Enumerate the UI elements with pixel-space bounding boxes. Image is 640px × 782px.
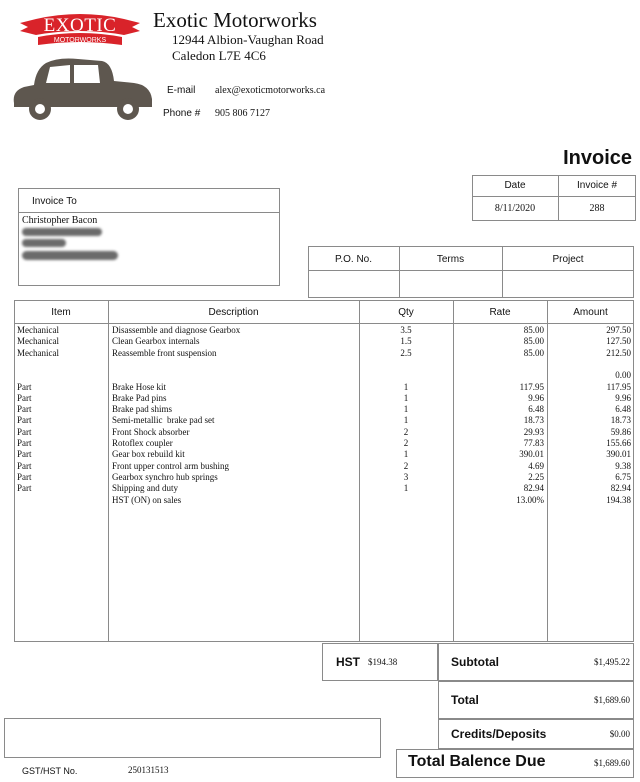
notes-box (4, 718, 381, 758)
cell-description: HST (ON) on sales (112, 494, 182, 505)
cell-amount: 9.96 (615, 392, 631, 403)
cell-rate: 390.01 (519, 449, 544, 460)
cell-qty: 1 (403, 381, 409, 392)
cell-item: Mechanical (17, 325, 59, 335)
col-header-amount: Amount (573, 307, 608, 318)
cell-amount: 297.50 (606, 325, 631, 335)
col-header-rate: Rate (489, 307, 511, 318)
balance-due-label: Total Balence Due (408, 753, 546, 770)
cell-qty: 2 (403, 438, 409, 448)
email-label: E-mail (167, 85, 196, 96)
cell-item: Part (17, 438, 32, 448)
address-line-2: Caledon L7E 4C6 (172, 48, 266, 63)
col-header-item: Item (51, 307, 71, 318)
invoice-number-label: Invoice # (576, 180, 618, 191)
company-name: Exotic Motorworks (153, 8, 317, 32)
cell-rate: 29.93 (523, 426, 544, 437)
hst-label: HST (336, 655, 360, 669)
cell-qty: 1 (403, 392, 409, 403)
cell-item: Part (17, 460, 32, 471)
cell-qty: 2 (403, 426, 409, 437)
cell-item: Part (17, 404, 32, 415)
cell-rate: 9.96 (528, 392, 544, 403)
cell-amount: 0.00 (615, 370, 631, 381)
cell-amount: 127.50 (606, 336, 631, 347)
cell-item: Part (17, 449, 32, 460)
cell-rate: 117.95 (519, 381, 544, 392)
cell-rate: 6.48 (528, 404, 544, 415)
cell-description: Semi-metallic brake pad set (112, 415, 215, 426)
col-header-description: Description (208, 307, 259, 318)
cell-item: Part (17, 381, 32, 392)
total-label: Total (451, 693, 479, 707)
redacted-address (22, 239, 66, 247)
address-line-1: 12944 Albion-Vaughan Road (172, 32, 324, 47)
gst-number: 250131513 (128, 765, 169, 775)
credits-label: Credits/Deposits (451, 727, 547, 741)
date-label: Date (504, 180, 526, 191)
invoice-title: Invoice (563, 147, 632, 169)
cell-description: Front Shock absorber (112, 426, 190, 437)
cell-amount: 117.95 (606, 381, 631, 392)
company-logo (16, 13, 144, 47)
cell-qty: 1 (403, 449, 409, 460)
cell-item: Part (17, 471, 32, 482)
cell-item: Mechanical (17, 336, 59, 347)
cell-amount: 6.48 (615, 404, 631, 415)
subtotal-label: Subtotal (451, 655, 499, 669)
cell-description: Brake Hose kit (112, 381, 166, 392)
terms-label: Terms (436, 254, 465, 265)
cell-qty: 1 (403, 415, 409, 426)
phone-value: 905 806 7127 (215, 108, 270, 119)
cell-description: Disassemble and diagnose Gearbox (112, 325, 241, 335)
project-label: Project (552, 254, 584, 265)
logo-subtext: MOTORWORKS (53, 37, 107, 44)
cell-description: Brake Pad pins (112, 392, 167, 403)
invoice-date: 8/11/2020 (494, 203, 536, 214)
cell-rate: 85.00 (523, 347, 544, 358)
cell-item: Mechanical (17, 347, 59, 358)
cell-rate: 4.69 (528, 460, 544, 471)
total-value: $1,689.60 (594, 695, 630, 705)
cell-rate: 82.94 (523, 483, 544, 494)
cell-qty: 3.5 (400, 325, 412, 335)
credits-value: $0.00 (609, 729, 630, 739)
cell-qty: 2 (403, 460, 409, 471)
cell-amount: 390.01 (606, 449, 631, 460)
cell-description: Gear box rebuild kit (112, 449, 185, 460)
cell-description: Shipping and duty (112, 483, 179, 494)
cell-description: Clean Gearbox internals (112, 336, 200, 347)
gst-label: GST/HST No. (22, 766, 78, 776)
cell-qty: 1 (403, 404, 409, 415)
cell-amount: 194.38 (606, 494, 631, 505)
cell-rate: 77.83 (523, 438, 544, 448)
cell-qty: 1.5 (400, 336, 412, 347)
cell-description: Gearbox synchro hub springs (112, 471, 218, 482)
cell-qty: 2.5 (400, 347, 412, 358)
cell-amount: 82.94 (610, 483, 631, 494)
cell-amount: 59.86 (610, 426, 631, 437)
cell-qty: 1 (403, 483, 409, 494)
cell-description: Brake pad shims (112, 404, 172, 415)
cell-rate: 18.73 (523, 415, 544, 426)
phone-label: Phone # (163, 108, 201, 119)
cell-qty: 3 (403, 471, 409, 482)
cell-amount: 212.50 (606, 347, 631, 358)
col-header-qty: Qty (398, 307, 414, 318)
bill-to-label: Invoice To (32, 196, 77, 207)
balance-due-value: $1,689.60 (594, 758, 630, 768)
redacted-address (22, 228, 102, 236)
cell-item: Part (17, 426, 32, 437)
cell-item: Part (17, 415, 32, 426)
subtotal-value: $1,495.22 (594, 657, 630, 667)
bill-to-name: Christopher Bacon (22, 215, 98, 226)
hst-value: $194.38 (368, 657, 398, 667)
cell-item: Part (17, 392, 32, 403)
po-label: P.O. No. (334, 254, 373, 265)
cell-rate: 13.00% (516, 494, 544, 505)
invoice-number: 288 (589, 203, 605, 214)
cell-rate: 85.00 (523, 325, 544, 335)
cell-amount: 6.75 (615, 471, 631, 482)
cell-rate: 85.00 (523, 336, 544, 347)
email-value[interactable]: alex@exoticmotorworks.ca (215, 85, 326, 96)
cell-description: Front upper control arm bushing (112, 460, 229, 471)
cell-amount: 155.66 (606, 438, 631, 448)
logo-text: EXOTIC (43, 15, 117, 36)
vintage-car-icon (8, 55, 156, 121)
cell-description: Reassemble front suspension (112, 347, 217, 358)
cell-item: Part (17, 483, 32, 494)
cell-amount: 9.38 (615, 460, 631, 471)
cell-rate: 2.25 (528, 471, 544, 482)
redacted-address (22, 251, 118, 260)
cell-description: Rotoflex coupler (112, 438, 173, 448)
cell-amount: 18.73 (610, 415, 631, 426)
